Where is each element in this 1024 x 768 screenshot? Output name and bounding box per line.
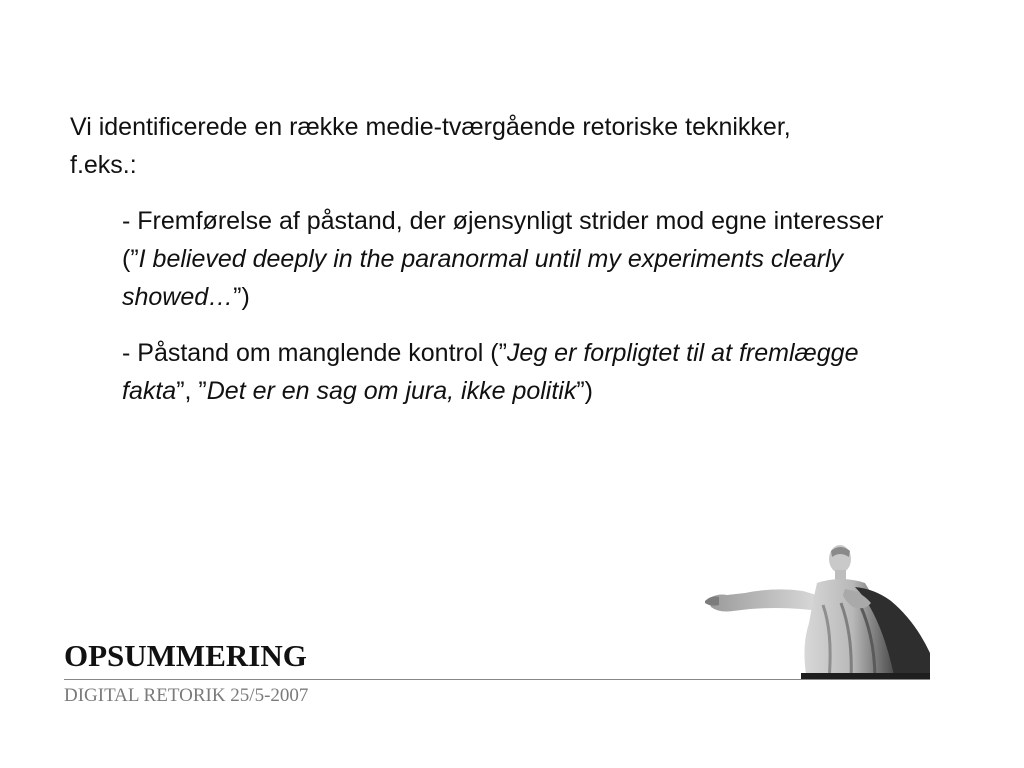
bullet-1-prefix: - Fremførelse af påstand, der øjensynligt strider mod egne interesser (”: [122, 207, 884, 273]
bullet-2-middle: ”, ”: [176, 377, 207, 405]
bullet-1-suffix: ”): [233, 283, 250, 311]
bullet-item-2: [122, 334, 912, 410]
bullet-2-prefix: - Påstand om manglende kontrol (”: [122, 339, 507, 367]
bullet-2-quote-1: Jeg er forpligtet til at fremlægge fakta: [122, 339, 859, 405]
footer-divider: [64, 679, 930, 680]
slide-subtitle: DIGITAL RETORIK 25/5-2007: [64, 685, 309, 706]
slide-body: [70, 108, 900, 410]
intro-text: Vi identificerede en række medie-tværgående retoriske teknikker, f.eks.:: [70, 113, 791, 179]
bullet-1-quote: I believed deeply in the paranormal until my experiments clearly showed…: [122, 245, 844, 311]
orator-statue-image: [705, 543, 930, 680]
bullet-2-suffix: ”): [576, 377, 594, 405]
bullet-item-1: [122, 202, 912, 316]
bullet-2-quote-2: Det er en sag om jura, ikke politik: [206, 377, 577, 405]
slide-title: OPSUMMERING: [64, 638, 307, 673]
